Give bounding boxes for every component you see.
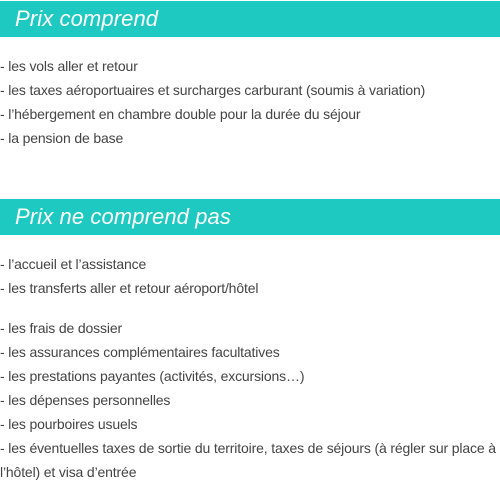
list-item: - l’hébergement en chambre double pour la durée du séjour [0,106,361,122]
list-item: - les éventuelles taxes de sortie du territoire, taxes de séjours (à régler sur place à l’hôtel) et visa d’entrée [0,440,496,480]
list-item: - les pourboires usuels [0,416,138,432]
price-includes-list [0,54,500,150]
price-excludes-title: Prix ne comprend pas [15,204,231,229]
list-item: - les transferts aller et retour aéroport/hôtel [0,280,259,296]
list-item: - les prestations payantes (activités, excursions…) [0,368,305,384]
list-item: - les taxes aéroportuaires et surcharges carburant (soumis à variation) [0,82,426,98]
list-item: - les dépenses personnelles [0,392,171,408]
price-includes-banner [0,1,500,37]
price-excludes-banner [0,199,500,235]
price-excludes-list-group-a [0,252,500,300]
list-item: - les vols aller et retour [0,58,138,74]
list-item: - les assurances complémentaires facultatives [0,344,280,360]
list-item: - l’accueil et l’assistance [0,256,147,272]
list-item: - les frais de dossier [0,320,122,336]
price-includes-title: Prix comprend [15,6,159,31]
list-item: - la pension de base [0,130,124,146]
price-excludes-list-group-b [0,316,500,484]
